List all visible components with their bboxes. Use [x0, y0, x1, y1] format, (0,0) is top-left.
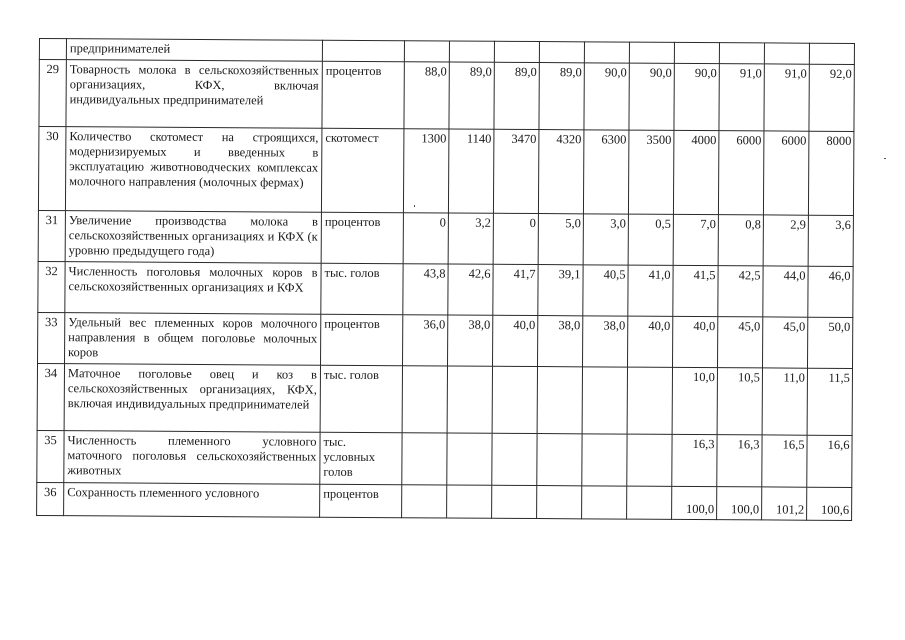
value-cell [404, 41, 449, 62]
value-cell [582, 434, 627, 486]
value-cell: 88,0 [404, 62, 449, 129]
value-cell: 4320 [538, 130, 584, 214]
value-cell: 41,5 [673, 265, 718, 316]
value-cell [629, 42, 674, 63]
value-cell [449, 41, 494, 62]
value-cell [627, 367, 672, 434]
value-cell: 46,0 [808, 266, 853, 317]
row-number: 32 [38, 261, 65, 312]
unit-cell: тыс. голов [320, 365, 402, 432]
unit-cell [322, 40, 404, 62]
indicator-name: Численность племенного условного маточного поголовья сельскохозяйственных животных [64, 431, 320, 485]
unit-cell: процентов [321, 314, 403, 365]
value-cell: 16,6 [807, 435, 852, 487]
value-cell: 38,0 [583, 316, 628, 367]
indicator-name: Увеличение производства молока в сельскохозяйственных организациях и КФХ (к уровню предыдущего года) [65, 211, 321, 264]
value-cell [402, 433, 447, 485]
unit-cell: процентов [320, 484, 402, 518]
value-cell: 91,0 [719, 64, 764, 131]
value-cell [582, 486, 627, 519]
value-cell [584, 42, 629, 63]
value-cell [447, 366, 492, 433]
value-cell: 7,0 [673, 214, 718, 265]
value-cell [537, 367, 582, 434]
value-cell: 6000 [718, 131, 764, 215]
value-cell: 39,1 [538, 265, 583, 316]
value-cell: 40,0 [493, 315, 538, 366]
unit-cell: тыс. условных голов [320, 432, 402, 484]
value-cell: 3500 [628, 130, 674, 214]
value-cell: 11,0 [762, 368, 807, 435]
value-cell [537, 486, 582, 519]
row-number: 29 [39, 60, 66, 127]
value-cell: 90,0 [629, 63, 674, 130]
value-cell: 38,0 [448, 315, 493, 366]
indicator-name: Численность поголовья молочных коров в сельскохозяйственных организациях и КФХ [65, 262, 321, 315]
value-cell: 45,0 [762, 317, 807, 368]
value-cell [492, 433, 537, 485]
value-cell: 50,0 [807, 317, 852, 368]
value-cell: 89,0 [494, 62, 539, 129]
scan-speck [414, 205, 415, 207]
value-cell: 43,8 [403, 264, 448, 315]
value-cell [719, 43, 764, 64]
indicators-table [36, 38, 855, 521]
indicator-name: Товарность молока в сельскохозяйственных организациях, КФХ, включая индивидуальных предпринимателей [66, 60, 322, 129]
row-number: 34 [37, 363, 64, 430]
value-cell: 11,5 [807, 368, 852, 435]
value-cell [492, 366, 537, 433]
value-cell: 91,0 [764, 64, 809, 131]
value-cell [764, 43, 809, 64]
value-cell: 3,2 [448, 213, 493, 264]
scan-speck [884, 158, 886, 159]
row-number: 33 [38, 312, 65, 363]
value-cell [402, 485, 447, 518]
value-cell: 10,5 [717, 368, 762, 435]
indicator-name: Маточное поголовье овец и коз в сельскохозяйственных организациях, КФХ, включая индивидуальных предпринимателей [64, 364, 320, 433]
value-cell: 0 [403, 213, 448, 264]
value-cell: 45,0 [717, 317, 762, 368]
value-cell: 89,0 [539, 63, 584, 130]
value-cell: 16,3 [672, 434, 717, 486]
value-cell [494, 41, 539, 62]
value-cell [402, 366, 447, 433]
value-cell: 3,0 [583, 214, 628, 265]
value-cell [627, 486, 672, 519]
table-row [37, 482, 852, 520]
unit-cell: процентов [322, 61, 404, 128]
value-cell: 1140 [448, 129, 494, 213]
value-cell: 44,0 [763, 266, 808, 317]
value-cell [447, 433, 492, 485]
row-number: 31 [38, 210, 65, 261]
row-number [39, 39, 66, 60]
value-cell [627, 434, 672, 486]
value-cell: 100,0 [672, 486, 717, 519]
value-cell: 92,0 [809, 64, 854, 131]
value-cell [674, 42, 719, 63]
value-cell: 3,6 [808, 215, 853, 266]
value-cell: 36,0 [403, 315, 448, 366]
value-cell: 41,7 [493, 264, 538, 315]
value-cell: 90,0 [584, 63, 629, 130]
indicator-name: Удельный вес племенных коров молочного направления в общем поголовье молочных коров [65, 313, 321, 366]
value-cell: 90,0 [674, 63, 719, 130]
table-row [38, 312, 853, 368]
row-number: 35 [37, 430, 64, 482]
value-cell: 16,5 [762, 435, 807, 487]
value-cell: 0,8 [718, 215, 763, 266]
table-row [37, 363, 852, 435]
row-number: 36 [37, 482, 64, 515]
value-cell: 8000 [808, 131, 854, 215]
table-row [38, 261, 853, 317]
value-cell: 40,0 [672, 316, 717, 367]
value-cell [447, 485, 492, 518]
value-cell [539, 42, 584, 63]
value-cell [809, 43, 854, 64]
value-cell [492, 485, 537, 518]
value-cell: 2,9 [763, 215, 808, 266]
unit-cell: скотомест [321, 128, 404, 212]
row-number: 30 [38, 127, 66, 211]
unit-cell: процентов [321, 212, 403, 263]
value-cell: 0,5 [628, 214, 673, 265]
value-cell: 6300 [583, 130, 629, 214]
table-row [39, 60, 854, 132]
value-cell: 3470 [493, 129, 539, 213]
value-cell: 42,5 [718, 266, 763, 317]
value-cell: 1300 [403, 129, 449, 213]
value-cell: 101,2 [762, 487, 807, 520]
unit-cell: тыс. голов [321, 263, 403, 314]
value-cell: 6000 [763, 131, 809, 215]
table-row [38, 210, 853, 266]
value-cell [582, 367, 627, 434]
value-cell: 5,0 [538, 214, 583, 265]
value-cell: 42,6 [448, 264, 493, 315]
value-cell: 40,0 [628, 316, 673, 367]
value-cell: 38,0 [538, 316, 583, 367]
table-row [38, 127, 853, 216]
value-cell: 4000 [673, 130, 719, 214]
value-cell: 100,0 [717, 487, 762, 520]
indicator-name: предпринимателей [66, 39, 322, 62]
value-cell: 89,0 [449, 62, 494, 129]
indicator-name: Сохранность племенного условного [64, 483, 320, 518]
indicator-name: Количество скотомест на строящихся, модернизируемых и введенных в эксплуатацию животноводческих комплексах молочного направления (молочных фермах) [65, 127, 322, 213]
value-cell: 41,0 [628, 265, 673, 316]
value-cell: 100,6 [807, 487, 852, 520]
value-cell [537, 434, 582, 486]
value-cell: 0 [493, 213, 538, 264]
value-cell: 40,5 [583, 265, 628, 316]
value-cell: 16,3 [717, 435, 762, 487]
table-row [37, 430, 852, 487]
document-page [36, 38, 855, 521]
value-cell: 10,0 [672, 367, 717, 434]
